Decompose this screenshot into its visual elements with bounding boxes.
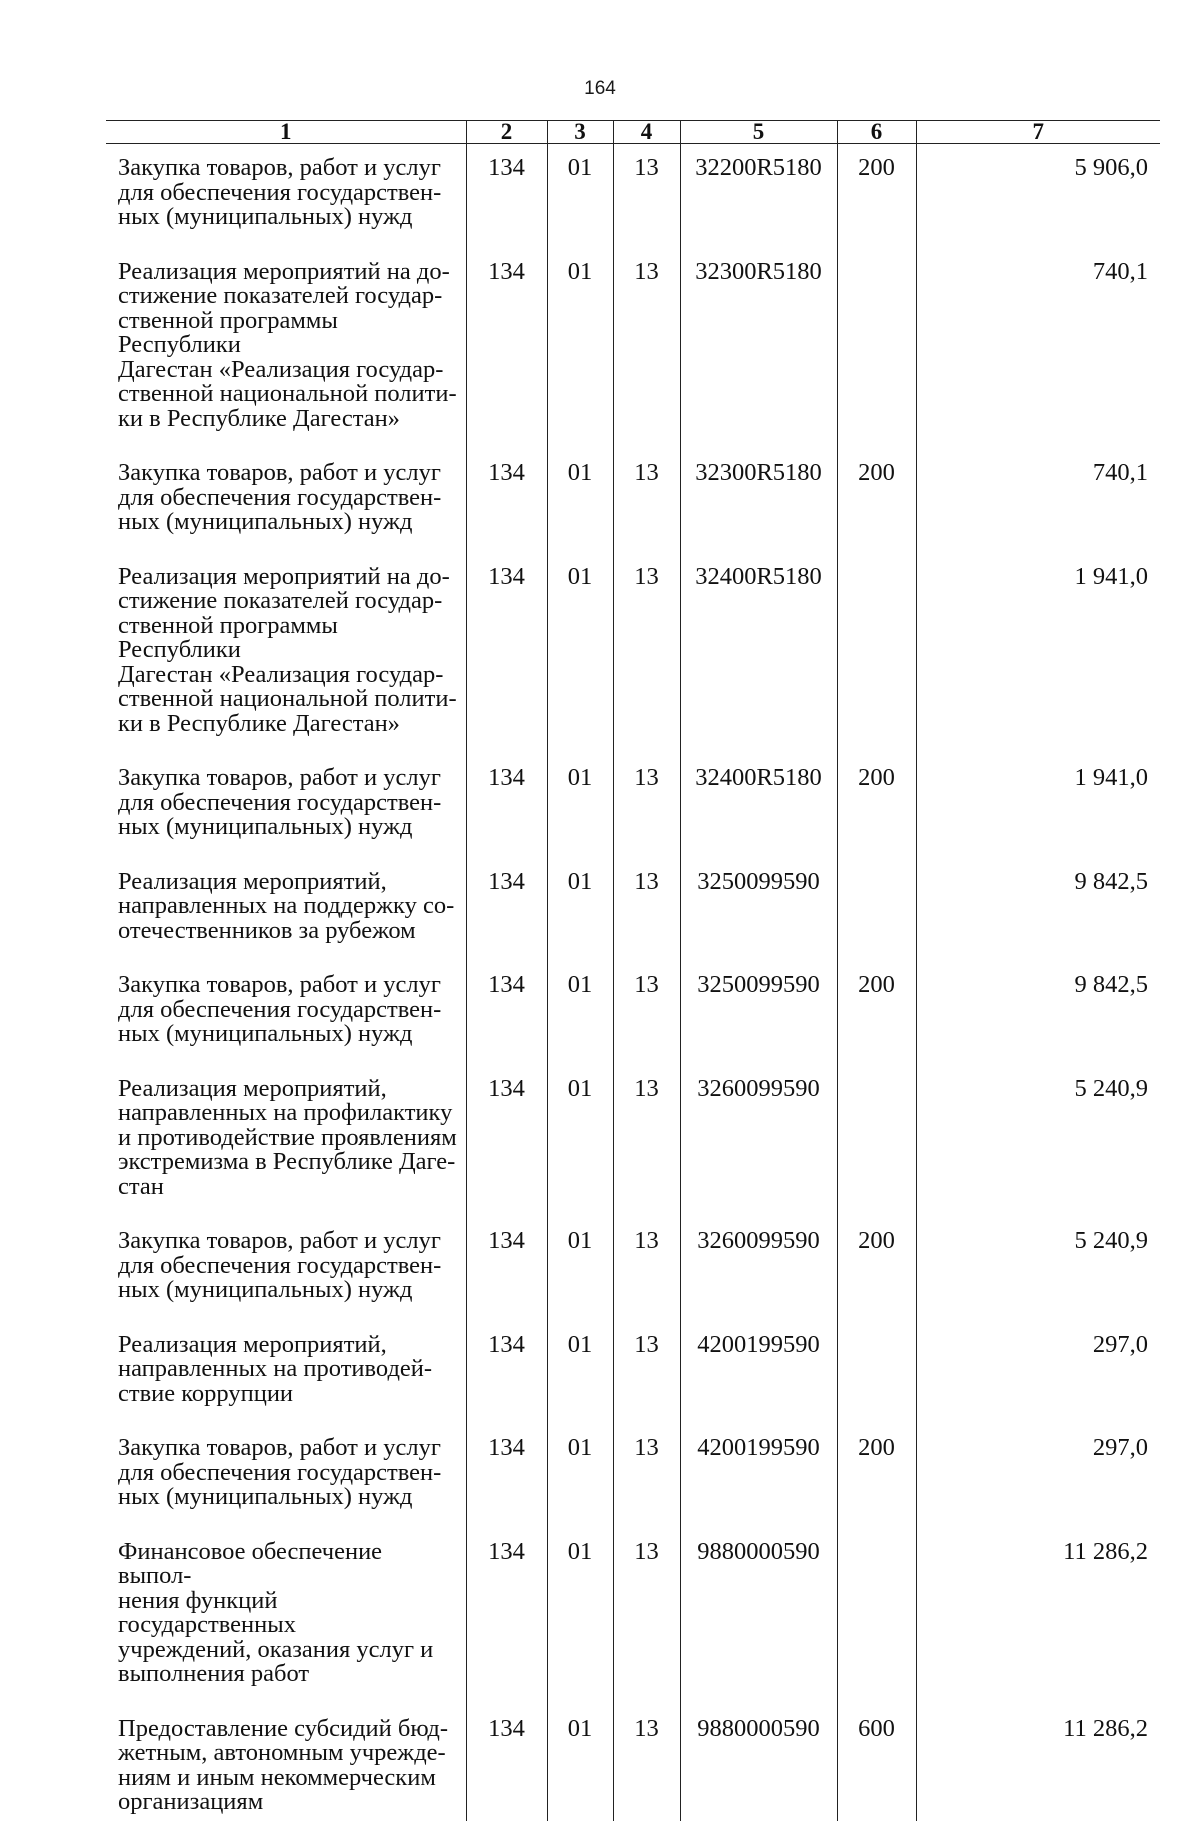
cell-expense-type: [837, 248, 916, 450]
cell-section: 01: [547, 858, 613, 962]
table-row: [106, 449, 1160, 553]
cell-ministry-code: 134: [466, 553, 547, 755]
cell-section: 01: [547, 144, 613, 248]
cell-subsection: 13: [613, 1424, 680, 1528]
cell-target-article: 3260099590: [680, 1217, 837, 1321]
column-header-4: 4: [613, 121, 680, 144]
cell-expense-type: 200: [837, 1217, 916, 1321]
cell-ministry-code: 134: [466, 1065, 547, 1218]
row-description: Закупка товаров, работ и услуг для обеспечения государствен- ных (муниципальных) нужд: [118, 971, 442, 1047]
cell-section: 01: [547, 248, 613, 450]
cell-amount: 297,0: [916, 1321, 1160, 1425]
cell-ministry-code: 134: [466, 1217, 547, 1321]
table-row: [106, 1321, 1160, 1425]
cell-amount: 5 240,9: [916, 1065, 1160, 1218]
cell-amount: 9 842,5: [916, 961, 1160, 1065]
cell-section: 01: [547, 1528, 613, 1705]
table-row: [106, 961, 1160, 1065]
cell-subsection: 13: [613, 1217, 680, 1321]
row-description: Закупка товаров, работ и услуг для обеспечения государствен- ных (муниципальных) нужд: [118, 1227, 442, 1303]
row-description: Реализация мероприятий, направленных на поддержку со- отечественников за рубежом: [118, 867, 455, 944]
row-description: Финансовое обеспечение выпол- нения функций государственных учреждений, оказания услуг и выполнения работ: [118, 1537, 434, 1687]
cell-section: 01: [547, 553, 613, 755]
column-header-2: 2: [466, 121, 547, 144]
table-row: [106, 144, 1160, 248]
budget-table: [106, 120, 1160, 1821]
cell-target-article: 32300R5180: [680, 248, 837, 450]
cell-target-article: 4200199590: [680, 1424, 837, 1528]
cell-section: 01: [547, 754, 613, 858]
cell-subsection: 13: [613, 1321, 680, 1425]
cell-amount: 11 286,2: [916, 1528, 1160, 1705]
cell-ministry-code: 134: [466, 1424, 547, 1528]
cell-amount: 740,1: [916, 449, 1160, 553]
cell-ministry-code: 134: [466, 754, 547, 858]
cell-subsection: 13: [613, 449, 680, 553]
cell-ministry-code: 134: [466, 144, 547, 248]
page-number: 164: [584, 78, 616, 99]
cell-section: 01: [547, 1424, 613, 1528]
cell-target-article: 3250099590: [680, 961, 837, 1065]
header-row: [106, 121, 1160, 144]
cell-subsection: 13: [613, 144, 680, 248]
cell-subsection: 13: [613, 1705, 680, 1821]
table-row: [106, 553, 1160, 755]
cell-ministry-code: 134: [466, 1321, 547, 1425]
table-row: [106, 754, 1160, 858]
cell-amount: 5 906,0: [916, 144, 1160, 248]
column-header-5: 5: [680, 121, 837, 144]
cell-subsection: 13: [613, 754, 680, 858]
cell-target-article: 9880000590: [680, 1528, 837, 1705]
cell-ministry-code: 134: [466, 961, 547, 1065]
cell-target-article: 9880000590: [680, 1705, 837, 1821]
cell-amount: 11 286,2: [916, 1705, 1160, 1821]
row-description: Предоставление субсидий бюд- жетным, автономным учрежде- ниям и иным некоммерческим организациям: [118, 1714, 449, 1815]
cell-expense-type: [837, 1065, 916, 1218]
column-header-1: 1: [106, 121, 466, 144]
cell-section: 01: [547, 961, 613, 1065]
table-row: [106, 1705, 1160, 1821]
column-header-6: 6: [837, 121, 916, 144]
cell-subsection: 13: [613, 1528, 680, 1705]
cell-target-article: 3250099590: [680, 858, 837, 962]
cell-section: 01: [547, 449, 613, 553]
cell-ministry-code: 134: [466, 1705, 547, 1821]
row-description: Реализация мероприятий, направленных на профилактику и противодействие проявлениям экстремизма в Республике Даге- стан: [118, 1074, 457, 1200]
table-row: [106, 1217, 1160, 1321]
cell-ministry-code: 134: [466, 248, 547, 450]
cell-section: 01: [547, 1217, 613, 1321]
cell-section: 01: [547, 1321, 613, 1425]
cell-amount: 740,1: [916, 248, 1160, 450]
cell-expense-type: 200: [837, 961, 916, 1065]
row-description: Реализация мероприятий на до- стижение показателей государ- ственной программы Республики Дагестан «Реализация государ- ственной национальной полити- ки в Республике Дагестан»: [118, 562, 457, 737]
table-row: [106, 1528, 1160, 1705]
row-description: Реализация мероприятий на до- стижение показателей государ- ственной программы Республики Дагестан «Реализация государ- ственной национальной полити- ки в Республике Дагестан»: [118, 257, 457, 432]
cell-amount: 297,0: [916, 1424, 1160, 1528]
cell-expense-type: [837, 858, 916, 962]
cell-target-article: 4200199590: [680, 1321, 837, 1425]
cell-ministry-code: 134: [466, 449, 547, 553]
cell-subsection: 13: [613, 858, 680, 962]
cell-subsection: 13: [613, 553, 680, 755]
cell-expense-type: 200: [837, 1424, 916, 1528]
cell-subsection: 13: [613, 248, 680, 450]
cell-expense-type: [837, 1321, 916, 1425]
cell-expense-type: 200: [837, 144, 916, 248]
cell-expense-type: [837, 553, 916, 755]
column-header-7: 7: [916, 121, 1160, 144]
cell-amount: 9 842,5: [916, 858, 1160, 962]
cell-expense-type: 600: [837, 1705, 916, 1821]
cell-target-article: 3260099590: [680, 1065, 837, 1218]
cell-section: 01: [547, 1705, 613, 1821]
cell-subsection: 13: [613, 1065, 680, 1218]
table-row: [106, 1065, 1160, 1218]
cell-expense-type: 200: [837, 754, 916, 858]
row-description: Реализация мероприятий, направленных на противодей- ствие коррупции: [118, 1330, 433, 1407]
table-row: [106, 248, 1160, 450]
cell-amount: 5 240,9: [916, 1217, 1160, 1321]
cell-expense-type: 200: [837, 449, 916, 553]
cell-amount: 1 941,0: [916, 754, 1160, 858]
cell-target-article: 32200R5180: [680, 144, 837, 248]
cell-expense-type: [837, 1528, 916, 1705]
cell-ministry-code: 134: [466, 858, 547, 962]
table-row: [106, 858, 1160, 962]
row-description: Закупка товаров, работ и услуг для обеспечения государствен- ных (муниципальных) нужд: [118, 459, 442, 535]
cell-section: 01: [547, 1065, 613, 1218]
cell-ministry-code: 134: [466, 1528, 547, 1705]
row-description: Закупка товаров, работ и услуг для обеспечения государствен- ных (муниципальных) нужд: [118, 1434, 442, 1510]
cell-amount: 1 941,0: [916, 553, 1160, 755]
table-row: [106, 1424, 1160, 1528]
row-description: Закупка товаров, работ и услуг для обеспечения государствен- ных (муниципальных) нужд: [118, 764, 442, 840]
row-description: Закупка товаров, работ и услуг для обеспечения государствен- ных (муниципальных) нужд: [118, 154, 442, 230]
cell-target-article: 32400R5180: [680, 754, 837, 858]
cell-subsection: 13: [613, 961, 680, 1065]
cell-target-article: 32400R5180: [680, 553, 837, 755]
cell-target-article: 32300R5180: [680, 449, 837, 553]
column-header-3: 3: [547, 121, 613, 144]
